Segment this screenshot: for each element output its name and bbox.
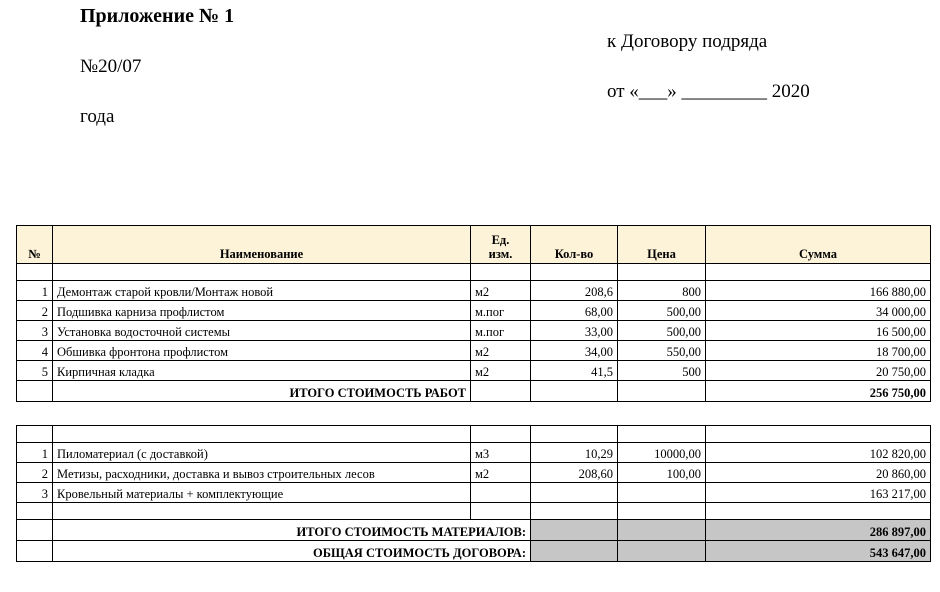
grand-total-row: [17, 541, 931, 562]
empty-cell: [471, 264, 531, 281]
table-row: [17, 463, 931, 483]
table-row: [17, 281, 931, 301]
table-row: [17, 443, 931, 463]
gray-cell: [531, 541, 618, 562]
row-num: 4: [17, 341, 53, 361]
year-word: года: [80, 106, 115, 127]
empty-cell: [17, 426, 53, 443]
gray-cell: [531, 520, 618, 541]
grand-total-value: 543 647,00: [706, 541, 931, 562]
row-num: 5: [17, 361, 53, 381]
header-qty: Кол-во: [531, 226, 618, 264]
gray-cell: [618, 520, 706, 541]
row-name: Обшивка фронтона профлистом: [53, 341, 471, 361]
header-name: Наименование: [53, 226, 471, 264]
row-unit: м2: [471, 463, 531, 483]
empty-cell: [531, 426, 618, 443]
row-qty: 41,5: [531, 361, 618, 381]
row-price: 10000,00: [618, 443, 706, 463]
row-price: 500,00: [618, 301, 706, 321]
row-name: Кирпичная кладка: [53, 361, 471, 381]
row-price: 500: [618, 361, 706, 381]
row-sum: 102 820,00: [706, 443, 931, 463]
row-name: Метизы, расходники, доставка и вывоз строительных лесов: [53, 463, 471, 483]
empty-cell: [17, 541, 53, 562]
empty-cell: [531, 503, 618, 520]
materials-table: [16, 425, 931, 562]
row-name: Демонтаж старой кровли/Монтаж новой: [53, 281, 471, 301]
row-qty: 208,6: [531, 281, 618, 301]
header-price: Цена: [618, 226, 706, 264]
table-row: [17, 301, 931, 321]
empty-cell: [618, 264, 706, 281]
empty-cell: [17, 264, 53, 281]
empty-cell: [53, 426, 471, 443]
header-unit-line1: Ед.: [491, 233, 510, 247]
table-row: [17, 361, 931, 381]
empty-cell: [618, 381, 706, 402]
row-sum: 34 000,00: [706, 301, 931, 321]
spacer-row: [17, 503, 931, 520]
empty-cell: [17, 520, 53, 541]
empty-cell: [53, 503, 471, 520]
row-unit: [471, 483, 531, 503]
header-unit-line2: изм.: [488, 247, 513, 261]
row-sum: 20 750,00: [706, 361, 931, 381]
empty-cell: [706, 503, 931, 520]
contract-number: №20/07: [80, 56, 142, 77]
empty-cell: [53, 264, 471, 281]
row-unit: м.пог: [471, 321, 531, 341]
row-unit: м2: [471, 281, 531, 301]
row-sum: 163 217,00: [706, 483, 931, 503]
empty-cell: [618, 503, 706, 520]
empty-cell: [531, 381, 618, 402]
empty-cell: [17, 381, 53, 402]
row-qty: 208,60: [531, 463, 618, 483]
table-row: [17, 483, 931, 503]
row-price: 550,00: [618, 341, 706, 361]
row-sum: 16 500,00: [706, 321, 931, 341]
works-header-row: [17, 226, 931, 264]
row-qty: 10,29: [531, 443, 618, 463]
row-price: 100,00: [618, 463, 706, 483]
empty-cell: [706, 264, 931, 281]
row-name: Кровельный материалы + комплектующие: [53, 483, 471, 503]
table-row: [17, 321, 931, 341]
row-sum: 166 880,00: [706, 281, 931, 301]
works-table: [16, 225, 931, 402]
gray-cell: [618, 541, 706, 562]
materials-total-value: 286 897,00: [706, 520, 931, 541]
row-qty: 34,00: [531, 341, 618, 361]
table-row: [17, 341, 931, 361]
empty-cell: [17, 503, 53, 520]
materials-rows: [17, 443, 931, 503]
row-num: 1: [17, 443, 53, 463]
empty-cell: [618, 426, 706, 443]
materials-total-row: [17, 520, 931, 541]
row-price: 500,00: [618, 321, 706, 341]
row-name: Подшивка карниза профлистом: [53, 301, 471, 321]
empty-cell: [471, 381, 531, 402]
works-rows: [17, 281, 931, 381]
header-unit: [471, 226, 531, 264]
header-num: №: [17, 226, 53, 264]
row-num: 2: [17, 301, 53, 321]
row-unit: м2: [471, 361, 531, 381]
works-total-value: 256 750,00: [706, 381, 931, 402]
grand-total-label: ОБЩАЯ СТОИМОСТЬ ДОГОВОРА:: [53, 541, 531, 562]
row-name: Установка водосточной системы: [53, 321, 471, 341]
empty-cell: [471, 503, 531, 520]
empty-cell: [706, 426, 931, 443]
row-qty: [531, 483, 618, 503]
works-total-row: [17, 381, 931, 402]
spacer-row: [17, 264, 931, 281]
row-sum: 18 700,00: [706, 341, 931, 361]
contract-date-line: от «___» _________ 2020: [607, 81, 810, 102]
row-num: 3: [17, 483, 53, 503]
row-num: 3: [17, 321, 53, 341]
header-sum: Сумма: [706, 226, 931, 264]
row-price: 800: [618, 281, 706, 301]
row-num: 1: [17, 281, 53, 301]
row-sum: 20 860,00: [706, 463, 931, 483]
contract-reference: к Договору подряда: [607, 31, 768, 52]
empty-cell: [471, 426, 531, 443]
spacer-row: [17, 426, 931, 443]
works-total-label: ИТОГО СТОИМОСТЬ РАБОТ: [53, 381, 471, 402]
row-qty: 33,00: [531, 321, 618, 341]
row-qty: 68,00: [531, 301, 618, 321]
row-name: Пиломатериал (с доставкой): [53, 443, 471, 463]
row-unit: м.пог: [471, 301, 531, 321]
row-num: 2: [17, 463, 53, 483]
row-price: [618, 483, 706, 503]
row-unit: м3: [471, 443, 531, 463]
row-unit: м2: [471, 341, 531, 361]
empty-cell: [531, 264, 618, 281]
document-title: Приложение № 1: [80, 5, 235, 27]
materials-total-label: ИТОГО СТОИМОСТЬ МАТЕРИАЛОВ:: [53, 520, 531, 541]
